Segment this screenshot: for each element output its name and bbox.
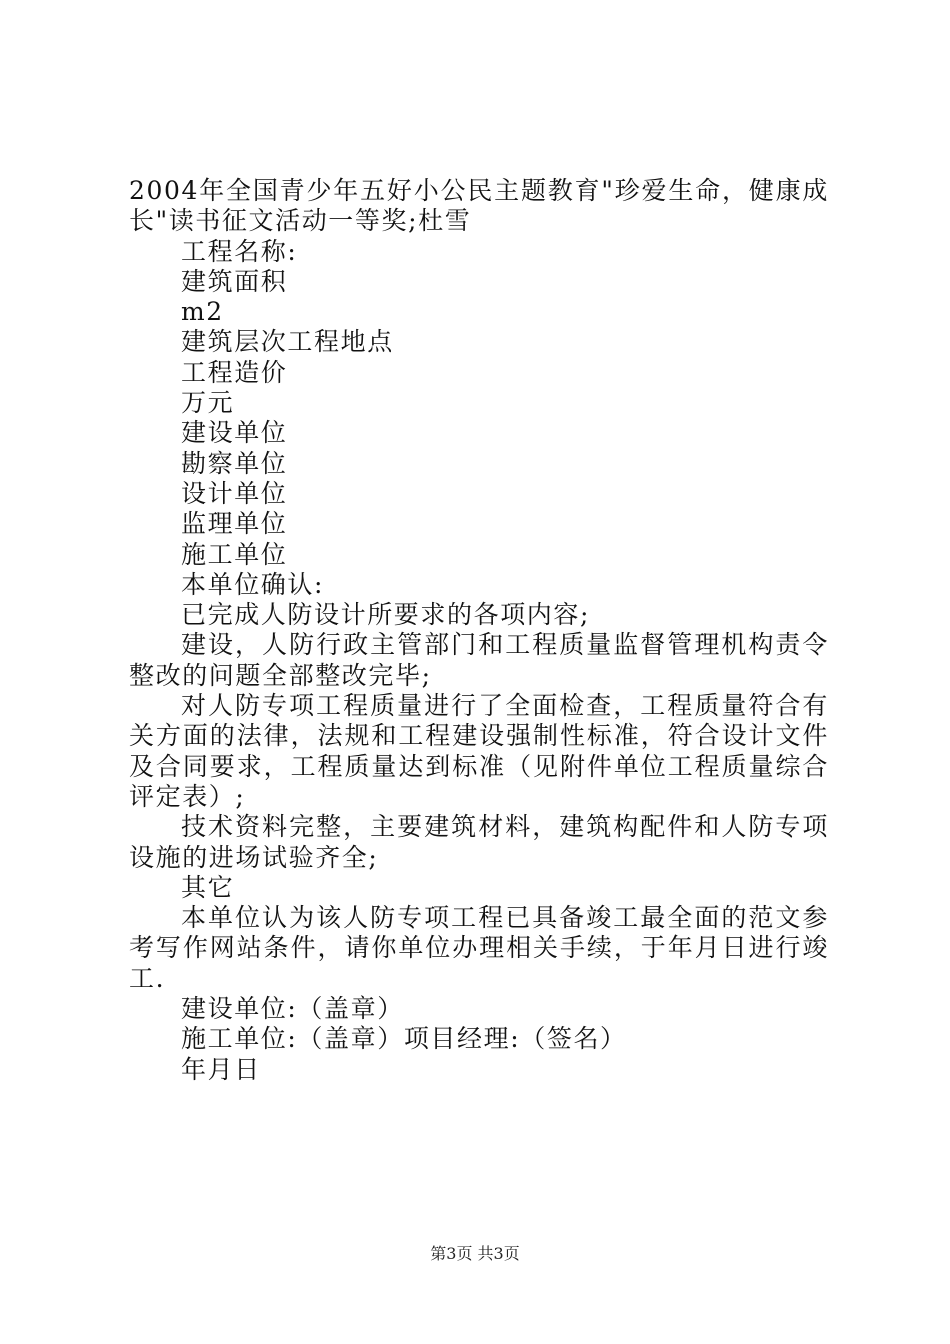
field-area-unit: m2 [181,297,224,327]
confirmation-heading: 本单位确认: [181,569,325,599]
field-building-area: 建筑面积 [181,266,288,296]
confirmation-item-materials: 技术资料完整，主要建筑材料，建筑构配件和人防专项设施的进场试验齐全; [129,812,829,872]
field-floors-location: 建筑层次工程地点 [181,327,394,357]
document-body [129,176,829,1085]
page-indicator: 第3页 共3页 [430,1244,520,1263]
document-heading: 2004年全国青少年五好小公民主题教育"珍爱生命，健康成长"读书征文活动一等奖;杜雪 [129,176,829,236]
confirmation-item-other: 其它 [181,872,235,902]
confirmation-item-quality: 对人防专项工程质量进行了全面检查，工程质量符合有关方面的法律，法规和工程建设强制性标准，符合设计文件及合同要求，工程质量达到标准（见附件单位工程质量综合评定表）; [129,691,829,811]
conclusion-paragraph: 本单位认为该人防专项工程已具备竣工最全面的范文参考写作网站条件，请你单位办理相关手续，于年月日进行竣工. [129,903,829,993]
field-cost-unit: 万元 [181,388,235,418]
field-project-name: 工程名称: [181,236,298,266]
field-project-cost: 工程造价 [181,357,288,387]
confirmation-item-design: 已完成人防设计所要求的各项内容; [181,600,591,630]
signature-builder-unit: 施工单位:（盖章）项目经理:（签名） [181,1024,627,1054]
field-supervision-unit: 监理单位 [181,509,288,539]
field-builder-unit: 施工单位 [181,539,288,569]
field-construction-unit: 建设单位 [181,418,288,448]
page-footer [0,1244,950,1264]
signature-construction-unit: 建设单位:（盖章） [181,994,404,1024]
signature-date: 年月日 [181,1054,261,1084]
confirmation-item-rectification: 建设，人防行政主管部门和工程质量监督管理机构责令整改的问题全部整改完毕; [129,630,829,690]
field-survey-unit: 勘察单位 [181,448,288,478]
field-design-unit: 设计单位 [181,478,288,508]
